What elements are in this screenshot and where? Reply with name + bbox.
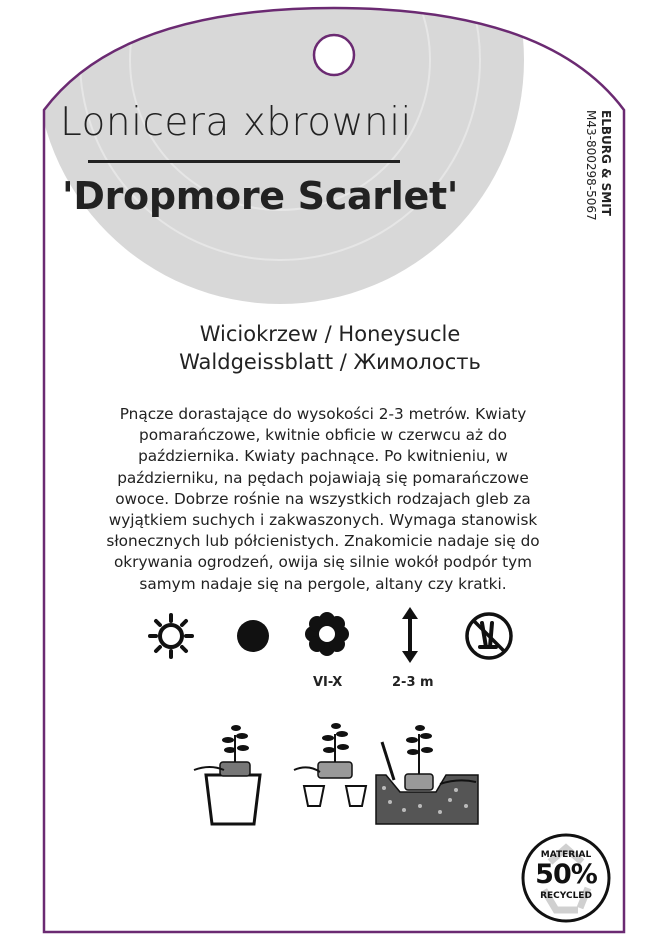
height-range: 2-3 m [392, 675, 434, 690]
step-pot-icon [194, 725, 260, 824]
planting-steps-illustration [190, 720, 480, 830]
care-icons [140, 605, 540, 695]
description-line: pomarańczowe, kwitnie obficie w czerwcu aż do [139, 426, 507, 445]
badge-bottom-text: RECYCLED [540, 891, 592, 901]
description-line: słonecznych lub półcienistych. Znakomicie nadaje się do [106, 532, 540, 551]
flower-icon [304, 611, 350, 657]
height-arrow-icon [398, 607, 422, 663]
no-pruning-icon [464, 611, 514, 661]
description-line: Pnącze dorastające do wysokości 2-3 metrów. Kwiaty [119, 405, 527, 423]
cultivar-name: 'Dropmore Scarlet' [62, 174, 459, 218]
half-shade-icon [236, 619, 270, 653]
flowering-period: VI-X [313, 675, 343, 690]
description-line: października. Kwiaty pachnące. Po kwitnieniu, w [138, 447, 508, 466]
description-line: samym nadaje się na pergole, altany czy kratki. [139, 574, 507, 593]
hanging-hole [314, 35, 354, 75]
brand-block [584, 110, 615, 240]
brand-name: ELBURG & SMIT [599, 110, 613, 216]
description-line: wyjątkiem suchych i zakwaszonych. Wymaga stanowisk [108, 511, 538, 530]
step-plant-icon [376, 725, 478, 824]
badge-percent: 50% [535, 859, 597, 890]
title-divider [88, 160, 400, 163]
common-names [120, 320, 540, 376]
common-names-line1: Wiciokrzew / Honeysucle [199, 322, 461, 346]
latin-name: Lonicera xbrownii [60, 100, 412, 145]
description-line: okrywania ogrodzeń, owija się silnie wokół podpór tym [113, 553, 533, 572]
product-code: M43-800298-5067 [584, 110, 598, 221]
step-soak-icon [294, 723, 366, 806]
description-line: październiku, na pędach pojawiają się pomarańczowe [117, 468, 529, 487]
common-names-line2: Waldgeissblatt / Жимолость [179, 350, 481, 374]
description [88, 404, 558, 595]
badge-top-text: MATERIAL [540, 850, 592, 860]
recycled-material-badge [520, 832, 612, 924]
description-line: owoce. Dobrze rośnie na wszystkich rodzajach gleb za [115, 489, 531, 508]
sun-icon [148, 613, 194, 659]
